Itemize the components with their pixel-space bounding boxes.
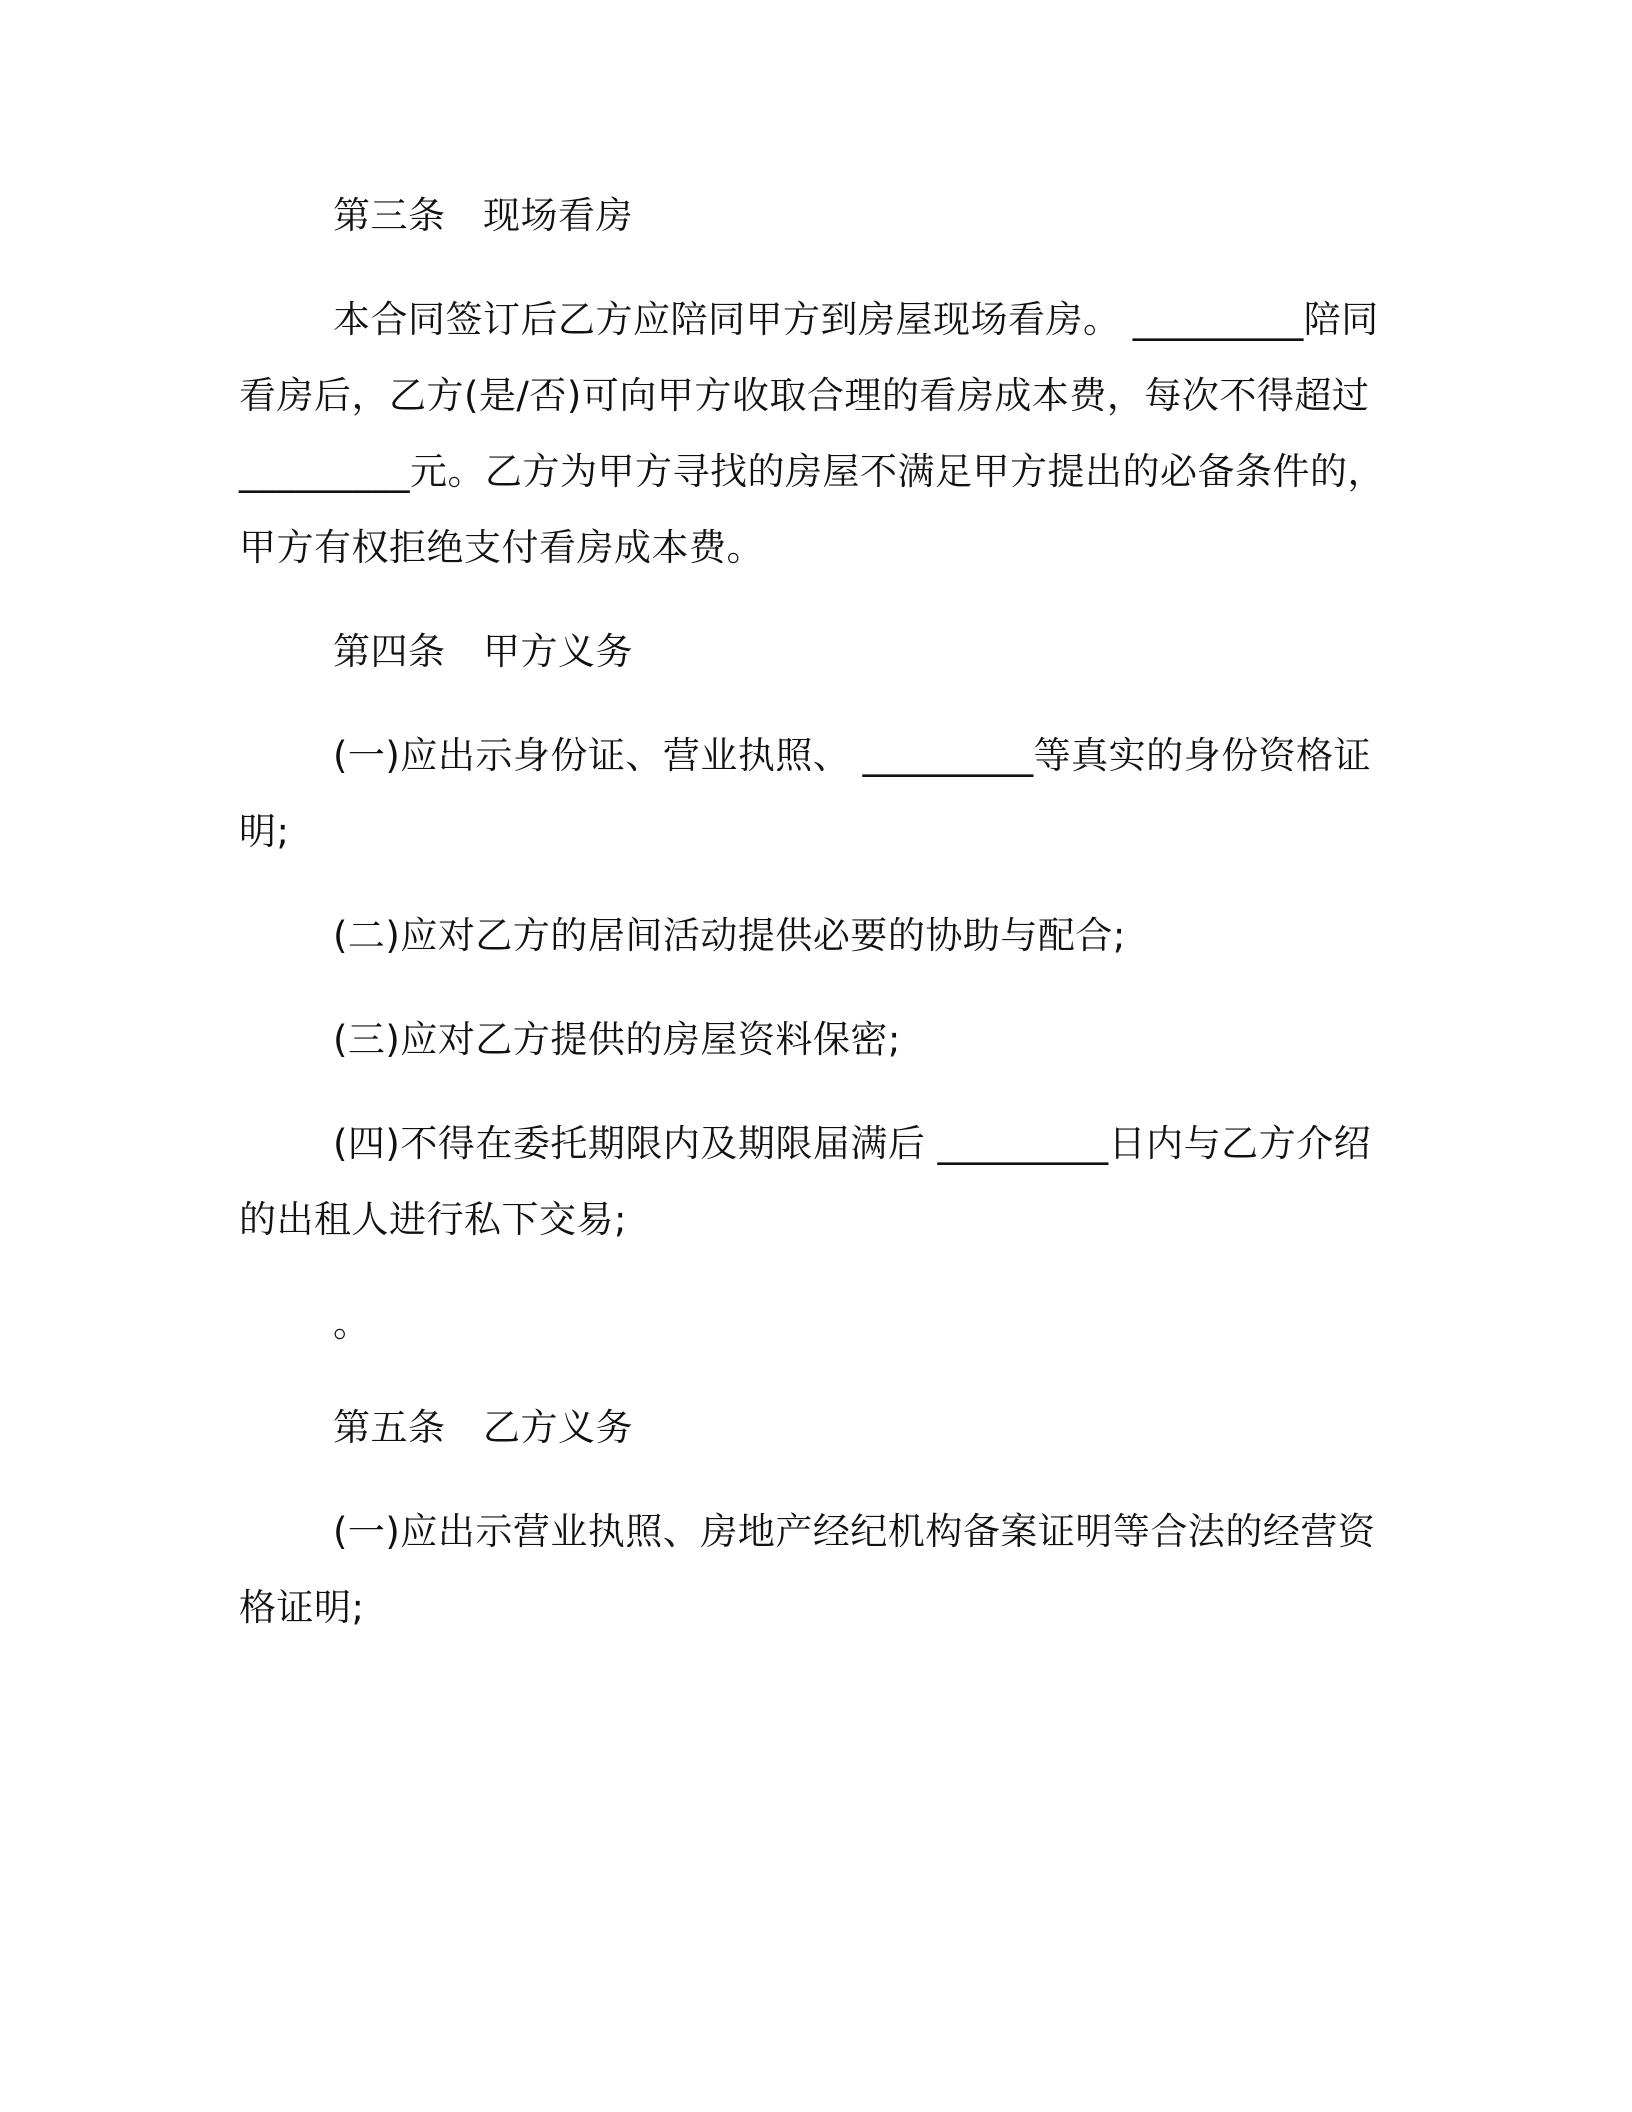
article-4-item-1-line-1: (一)应出示身份证、营业执照、 _________等真实的身份资格证: [333, 734, 1372, 777]
article-3-line-1: 本合同签订后乙方应陪同甲方到房屋现场看房。 _________陪同: [333, 298, 1379, 341]
article-3-line-2: 看房后，乙方(是/否)可向甲方收取合理的看房成本费，每次不得超过: [239, 374, 1370, 417]
article-3-line-4: 甲方有权拒绝支付看房成本费。: [239, 526, 764, 569]
article-5-item-1-line-2: 格证明;: [239, 1586, 365, 1629]
article-5-item-1-line-1: (一)应出示营业执照、房地产经纪机构备案证明等合法的经营资: [333, 1510, 1376, 1553]
article-4-item-4-line-2: 的出租人进行私下交易;: [239, 1198, 627, 1241]
article-5-heading: 第五条 乙方义务: [333, 1406, 633, 1449]
article-3-line-3: _________元。乙方为甲方寻找的房屋不满足甲方提出的必备条件的，: [239, 450, 1385, 493]
stray-period-mark: 。: [333, 1302, 371, 1345]
article-4-item-3: (三)应对乙方提供的房屋资料保密;: [333, 1018, 901, 1061]
article-4-item-4-line-1: (四)不得在委托期限内及期限届满后 _________日内与乙方介绍: [333, 1122, 1372, 1165]
article-4-item-1-line-2: 明;: [239, 810, 290, 853]
article-4-item-2: (二)应对乙方的居间活动提供必要的协助与配合;: [333, 914, 1126, 957]
article-3-heading: 第三条 现场看房: [333, 194, 633, 237]
article-4-heading: 第四条 甲方义务: [333, 630, 633, 673]
